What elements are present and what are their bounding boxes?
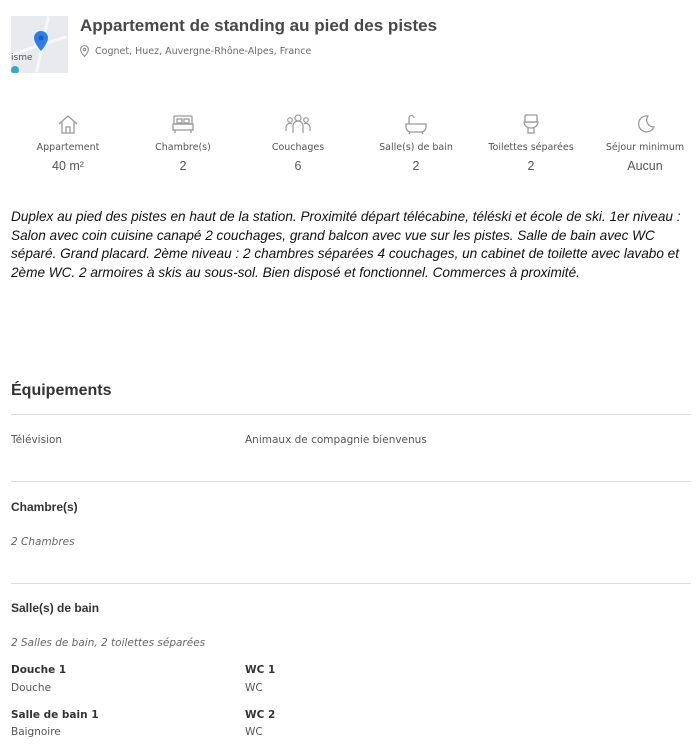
- amenity-label: Chambre(s): [155, 142, 211, 153]
- room-detail: Baignoire: [11, 726, 61, 738]
- house-icon: [57, 113, 79, 135]
- equipements-heading: Équipements: [11, 382, 112, 399]
- salles-de-bain-heading: Salle(s) de bain: [11, 601, 100, 615]
- equipement-item: Télévision: [11, 434, 63, 446]
- room-name: Douche 1: [11, 664, 67, 676]
- address-text: Cognet, Huez, Auvergne-Rhône-Alpes, France: [95, 45, 312, 57]
- divider: [11, 414, 691, 415]
- amenity-couchages: [243, 110, 353, 173]
- map-pin-icon: [34, 31, 48, 51]
- room-detail: WC: [245, 682, 263, 694]
- people-icon: [285, 113, 311, 135]
- bed-icon: [171, 113, 195, 135]
- amenity-value: 40 m²: [52, 159, 84, 173]
- room-name: Salle de bain 1: [11, 709, 99, 721]
- listing-title: Appartement de standing au pied des pistes: [80, 16, 438, 35]
- room-name: WC 1: [245, 664, 276, 676]
- amenity-chambres: [128, 110, 238, 173]
- divider: [11, 481, 691, 482]
- amenity-label: Salle(s) de bain: [379, 142, 453, 153]
- amenity-value: Aucun: [627, 159, 663, 173]
- amenity-label: Appartement: [36, 142, 100, 153]
- amenities-row: [0, 110, 700, 180]
- amenity-salles-de-bain: [361, 110, 471, 173]
- toilet-icon: [520, 113, 542, 135]
- location-pin-icon: [80, 45, 89, 57]
- chambres-summary: 2 Chambres: [11, 536, 75, 548]
- map-marker-dot: [11, 66, 19, 73]
- bathtub-icon: [404, 113, 428, 135]
- amenity-value: 2: [179, 159, 187, 173]
- divider: [11, 583, 691, 584]
- listing-description: Duplex au pied des pistes en haut de la station. Proximité départ télécabine, téléski et école de ski. 1er niveau : Salon avec coin cuisine canapé 2 couchages, grand balcon avec vue sur les pistes. Salle de bain avec WC séparé. Grand placard. 2ème niveau : 2 chambres séparées 4 couchages, un cabinet de toilette avec lavabo et 2ème WC. 2 armoires à skis au sous-sol. Bien disposé et fonctionnel. Commerces à proximité.: [11, 209, 681, 281]
- chambres-heading: Chambre(s): [11, 500, 78, 514]
- amenity-toilettes: [476, 110, 586, 173]
- map-thumbnail[interactable]: [11, 16, 68, 73]
- amenity-value: 2: [412, 159, 420, 173]
- map-label: isme: [11, 53, 33, 63]
- amenity-value: 6: [294, 159, 302, 173]
- moon-icon: [634, 113, 656, 135]
- room-detail: Douche: [11, 682, 52, 694]
- equipement-item: Animaux de compagnie bienvenus: [245, 434, 427, 446]
- amenity-label: Séjour minimum: [605, 142, 685, 153]
- room-name: WC 2: [245, 709, 276, 721]
- amenity-label: Toilettes séparées: [488, 142, 574, 153]
- room-detail: WC: [245, 726, 263, 738]
- amenity-appartement: [13, 110, 123, 173]
- amenity-value: 2: [527, 159, 535, 173]
- salles-de-bain-summary: 2 Salles de bain, 2 toilettes séparées: [11, 637, 206, 649]
- amenity-label: Couchages: [271, 142, 325, 153]
- listing-address: [80, 45, 311, 57]
- amenity-sejour-minimum: [590, 110, 700, 173]
